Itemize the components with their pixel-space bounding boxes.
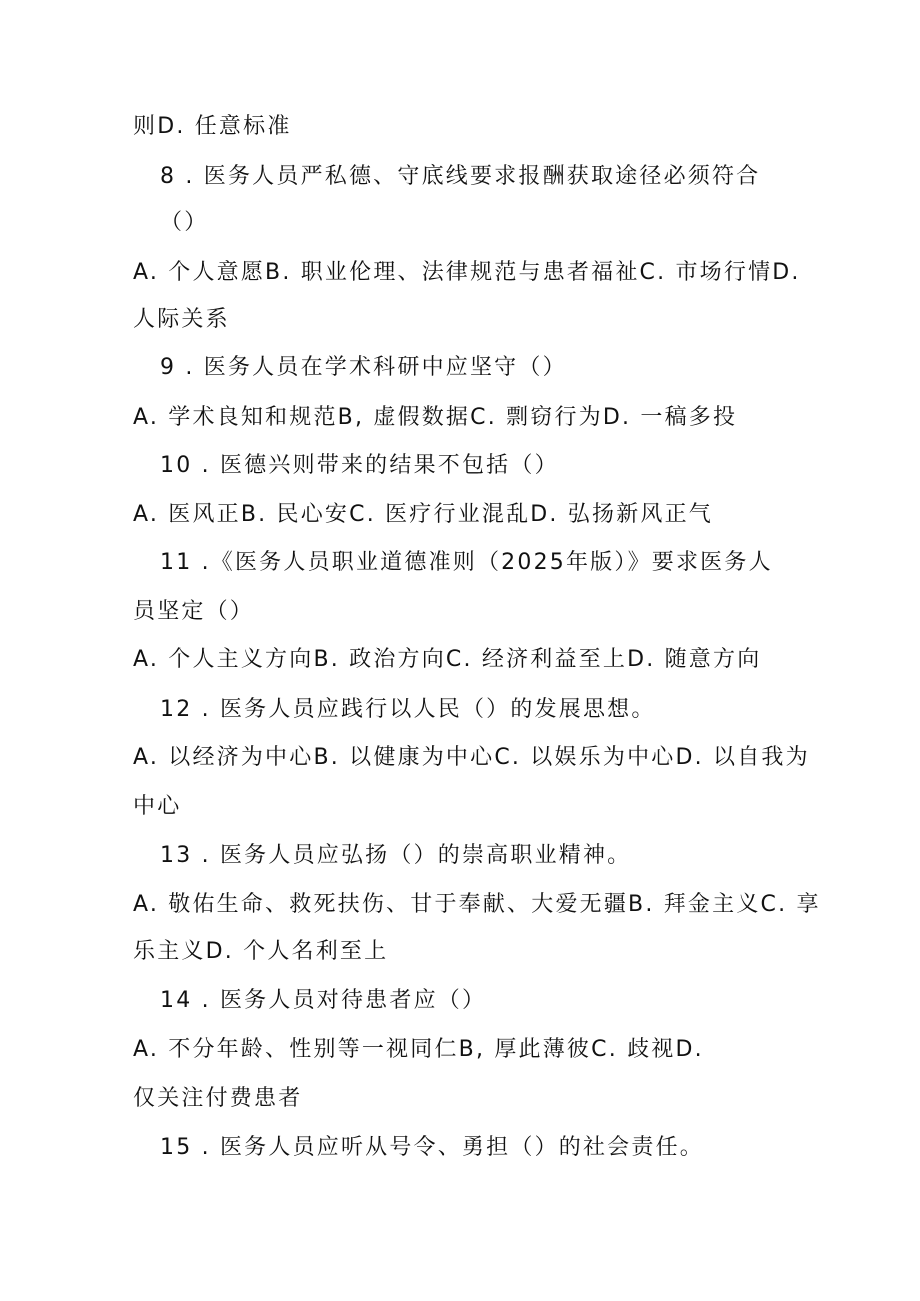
- question-15: 15 . 医务人员应听从号令、勇担（）的社会责任。: [160, 1135, 704, 1160]
- options-q12-line1: A. 以经济为中心B. 以健康为中心C. 以娱乐为中心D. 以自我为: [133, 745, 810, 770]
- options-q13-line2: 乐主义D. 个人名利至上: [133, 939, 389, 964]
- question-10: 10 . 医德兴则带来的结果不包括（）: [160, 453, 559, 478]
- options-q10: A. 医风正B. 民心安C. 医疗行业混乱D. 弘扬新风正气: [133, 502, 714, 527]
- options-q9: A. 学术良知和规范B, 虚假数据C. 剽窃行为D. 一稿多投: [133, 405, 738, 430]
- options-q14-line1: A. 不分年龄、性别等一视同仁B, 厚此薄彼C. 歧视D.: [133, 1037, 704, 1062]
- options-q8-line1: A. 个人意愿B. 职业伦理、法律规范与患者福祉C. 市场行情D.: [133, 260, 801, 285]
- question-11-line2: 员坚定（）: [133, 599, 255, 624]
- question-12: 12 . 医务人员应践行以人民（）的发展思想。: [160, 697, 656, 722]
- question-8-blank: （）: [160, 210, 209, 235]
- options-q12-line2: 中心: [133, 794, 182, 819]
- question-9: 9 . 医务人员在学术科研中应坚守（）: [160, 355, 567, 380]
- question-11-line1: 11 .《医务人员职业道德准则（2025年版）》要求医务人: [160, 550, 773, 575]
- options-q14-line2: 仅关注付费患者: [133, 1086, 303, 1111]
- option-line-q7-continued: 则D. 任意标准: [133, 114, 292, 139]
- question-14: 14 . 医务人员对待患者应（）: [160, 988, 487, 1013]
- question-13: 13 . 医务人员应弘扬（）的崇高职业精神。: [160, 843, 632, 868]
- options-q11: A. 个人主义方向B. 政治方向C. 经济利益至上D. 随意方向: [133, 647, 762, 672]
- options-q8-line2: 人际关系: [133, 307, 230, 332]
- question-8: 8 . 医务人员严私德、守底线要求报酬获取途径必须符合: [160, 164, 761, 189]
- options-q13-line1: A. 敬佑生命、救死扶伤、甘于奉献、大爱无疆B. 拜金主义C. 享: [133, 892, 821, 917]
